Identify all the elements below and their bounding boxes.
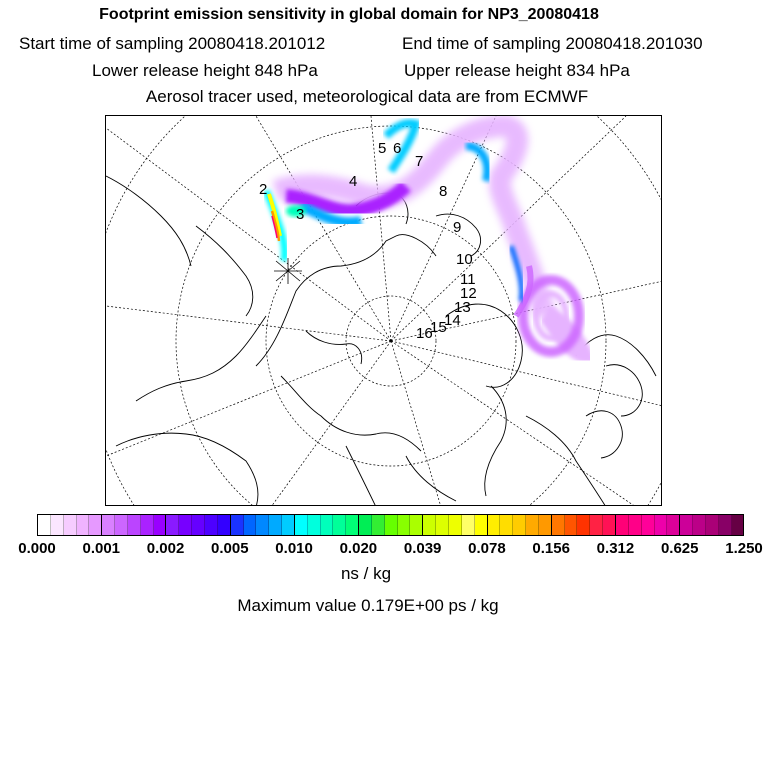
colorbar-swatch [321,515,334,535]
trajectory-label: 3 [296,206,305,223]
colorbar-swatch [590,515,603,535]
colorbar-swatch [308,515,321,535]
colorbar-swatch [77,515,90,535]
colorbar-swatch [89,515,102,535]
trajectory-label: 16 [416,325,433,342]
colorbar-swatch [680,515,693,535]
colorbar-swatch [410,515,423,535]
colorbar-swatch [565,515,578,535]
colorbar-swatch [385,515,398,535]
colorbar [37,514,744,536]
trajectory-label: 8 [439,183,448,200]
sampling-start: Start time of sampling 20080418.201012 [19,34,326,53]
colorbar-tick-label: 0.312 [596,540,635,557]
colorbar-swatch [642,515,655,535]
colorbar-swatch [462,515,475,535]
trajectory-label: 15 [430,319,447,336]
colorbar-swatch [166,515,179,535]
colorbar-swatch [667,515,680,535]
colorbar-swatch [488,515,501,535]
release-lower: Lower release height 848 hPa [92,61,318,80]
polar-map [105,115,662,506]
map-canvas [106,116,662,506]
colorbar-swatch [513,515,526,535]
figure-title: Footprint emission sensitivity in global domain for NP3_20080418 [99,6,599,23]
colorbar-swatch [51,515,64,535]
colorbar-swatch [732,515,744,535]
colorbar-swatch [629,515,642,535]
colorbar-swatch [128,515,141,535]
colorbar-swatch [64,515,77,535]
colorbar-tick-label: 0.039 [403,540,442,557]
trajectory-label: 10 [456,251,473,268]
colorbar-swatch [256,515,269,535]
colorbar-swatch [372,515,385,535]
colorbar-swatch [539,515,552,535]
colorbar-unit: ns / kg [340,564,392,583]
tracer-info: Aerosol tracer used, meteorological data are from ECMWF [145,87,589,106]
colorbar-swatch [398,515,411,535]
colorbar-tick-label: 0.002 [146,540,185,557]
colorbar-swatch [577,515,590,535]
maximum-value: Maximum value 0.179E+00 ps / kg [237,596,499,615]
colorbar-swatch [333,515,346,535]
colorbar-swatch [706,515,719,535]
colorbar-swatch [154,515,167,535]
colorbar-tick-label: 0.010 [275,540,313,557]
colorbar-swatch [192,515,205,535]
colorbar-swatch [616,515,629,535]
colorbar-swatch [719,515,732,535]
colorbar-tick-label: 1.250 [725,540,763,557]
trajectory-label: 13 [454,299,471,316]
colorbar-swatch [526,515,539,535]
trajectory-label: 5 [378,140,387,157]
colorbar-swatch [449,515,462,535]
colorbar-swatch [231,515,244,535]
colorbar-tick-label: 0.005 [211,540,249,557]
colorbar-swatch [282,515,295,535]
trajectory-label: 7 [415,153,424,170]
trajectory-label: 12 [460,285,477,302]
colorbar-swatch [115,515,128,535]
colorbar-swatch [295,515,308,535]
colorbar-swatch [141,515,154,535]
trajectory-label: 4 [349,173,358,190]
colorbar-swatch [38,515,51,535]
trajectory-label: 9 [453,219,462,236]
colorbar-swatch [218,515,231,535]
colorbar-swatch [359,515,372,535]
colorbar-tick-label: 0.625 [660,540,699,557]
colorbar-swatch [244,515,257,535]
colorbar-swatch [655,515,668,535]
release-upper: Upper release height 834 hPa [404,61,630,80]
colorbar-swatch [693,515,706,535]
colorbar-swatch [475,515,488,535]
colorbar-swatch [269,515,282,535]
colorbar-swatch [603,515,616,535]
colorbar-swatch [102,515,115,535]
colorbar-tick-label: 0.001 [82,540,121,557]
colorbar-swatch [500,515,513,535]
colorbar-tick-label: 0.020 [339,540,378,557]
trajectory-label: 11 [460,271,476,288]
colorbar-swatch [423,515,436,535]
trajectory-label: 2 [259,181,268,198]
colorbar-tick-label: 0.000 [18,540,56,557]
colorbar-tick-label: 0.078 [468,540,506,557]
release-site-marker [274,258,302,284]
colorbar-tick-label: 0.156 [532,540,570,557]
sensitivity-plume [266,123,586,356]
colorbar-swatch [179,515,192,535]
colorbar-swatch [346,515,359,535]
trajectory-label: 6 [393,140,402,157]
trajectory-labels [259,140,477,342]
trajectory-label: 14 [444,312,461,329]
colorbar-swatch [552,515,565,535]
colorbar-swatch [205,515,218,535]
colorbar-swatch [436,515,449,535]
sampling-end: End time of sampling 20080418.201030 [402,34,703,53]
